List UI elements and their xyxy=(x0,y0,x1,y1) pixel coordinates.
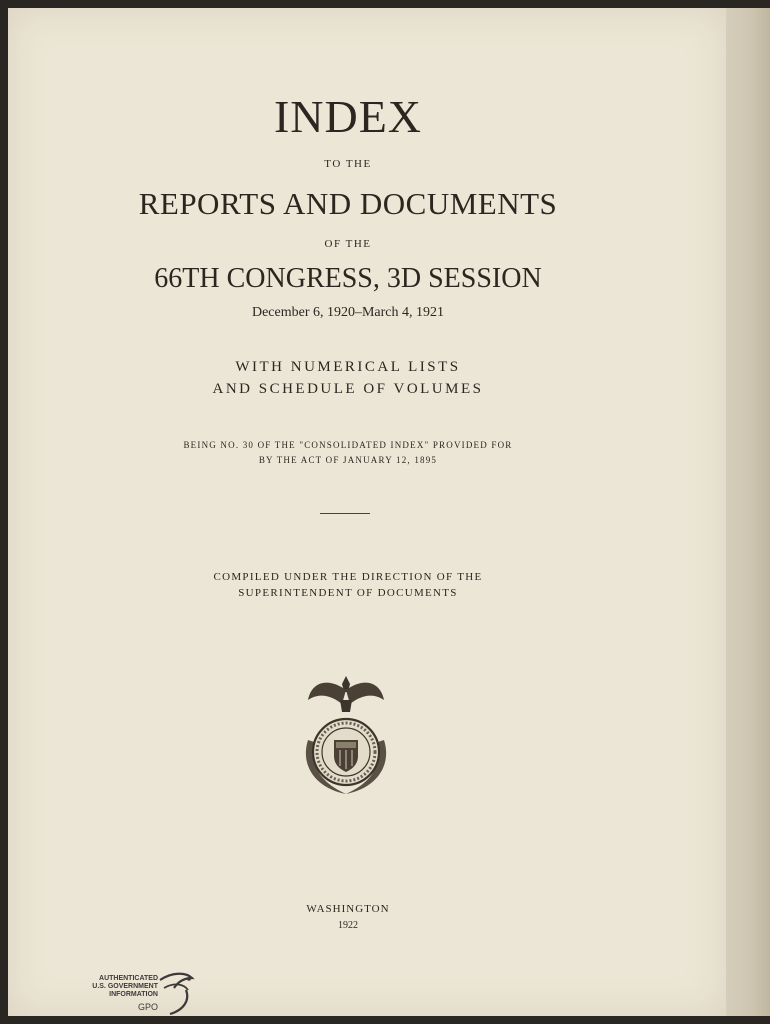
consolidated-index-note xyxy=(8,438,688,468)
page-subtitle: REPORTS AND DOCUMENTS xyxy=(138,186,558,221)
government-printing-office-seal-icon xyxy=(290,670,402,800)
being-line-1: BEING NO. 30 OF THE "CONSOLIDATED INDEX" PROVIDED FOR xyxy=(183,440,513,450)
badge-line-1: AUTHENTICATED xyxy=(99,975,158,982)
congress-session: 66TH CONGRESS, 3D SESSION xyxy=(154,263,542,294)
scan-border-top xyxy=(0,0,770,8)
being-line-2: BY THE ACT OF JANUARY 12, 1895 xyxy=(258,455,438,465)
gpo-badge-text xyxy=(68,975,158,999)
publication-year: 1922 xyxy=(338,920,358,931)
lists-line-2: AND SCHEDULE OF VOLUMES xyxy=(212,381,484,397)
badge-line-3: INFORMATION xyxy=(109,991,158,998)
compiled-line-2: SUPERINTENDENT OF DOCUMENTS xyxy=(238,587,458,599)
gpo-eagle-icon xyxy=(156,970,196,1016)
title-page xyxy=(8,8,726,1016)
page-edge xyxy=(720,8,770,1016)
gpo-authentication-badge xyxy=(68,970,198,1020)
compiled-note xyxy=(8,569,688,601)
divider xyxy=(320,513,370,514)
compiled-line-1: COMPILED UNDER THE DIRECTION OF THE xyxy=(213,571,483,583)
badge-line-2: U.S. GOVERNMENT xyxy=(92,983,158,990)
scan-border-bottom xyxy=(0,1016,770,1024)
page-title: INDEX xyxy=(273,91,423,142)
to-the-label: TO THE xyxy=(324,158,372,170)
lists-line-1: WITH NUMERICAL LISTS xyxy=(235,359,461,375)
publication-place: WASHINGTON xyxy=(306,903,390,915)
gpo-mark: GPO xyxy=(137,1002,158,1012)
lists-note xyxy=(8,356,688,400)
session-dates: December 6, 1920–March 4, 1921 xyxy=(251,305,445,320)
scan-border-left xyxy=(0,0,8,1024)
of-the-label: OF THE xyxy=(324,238,372,250)
